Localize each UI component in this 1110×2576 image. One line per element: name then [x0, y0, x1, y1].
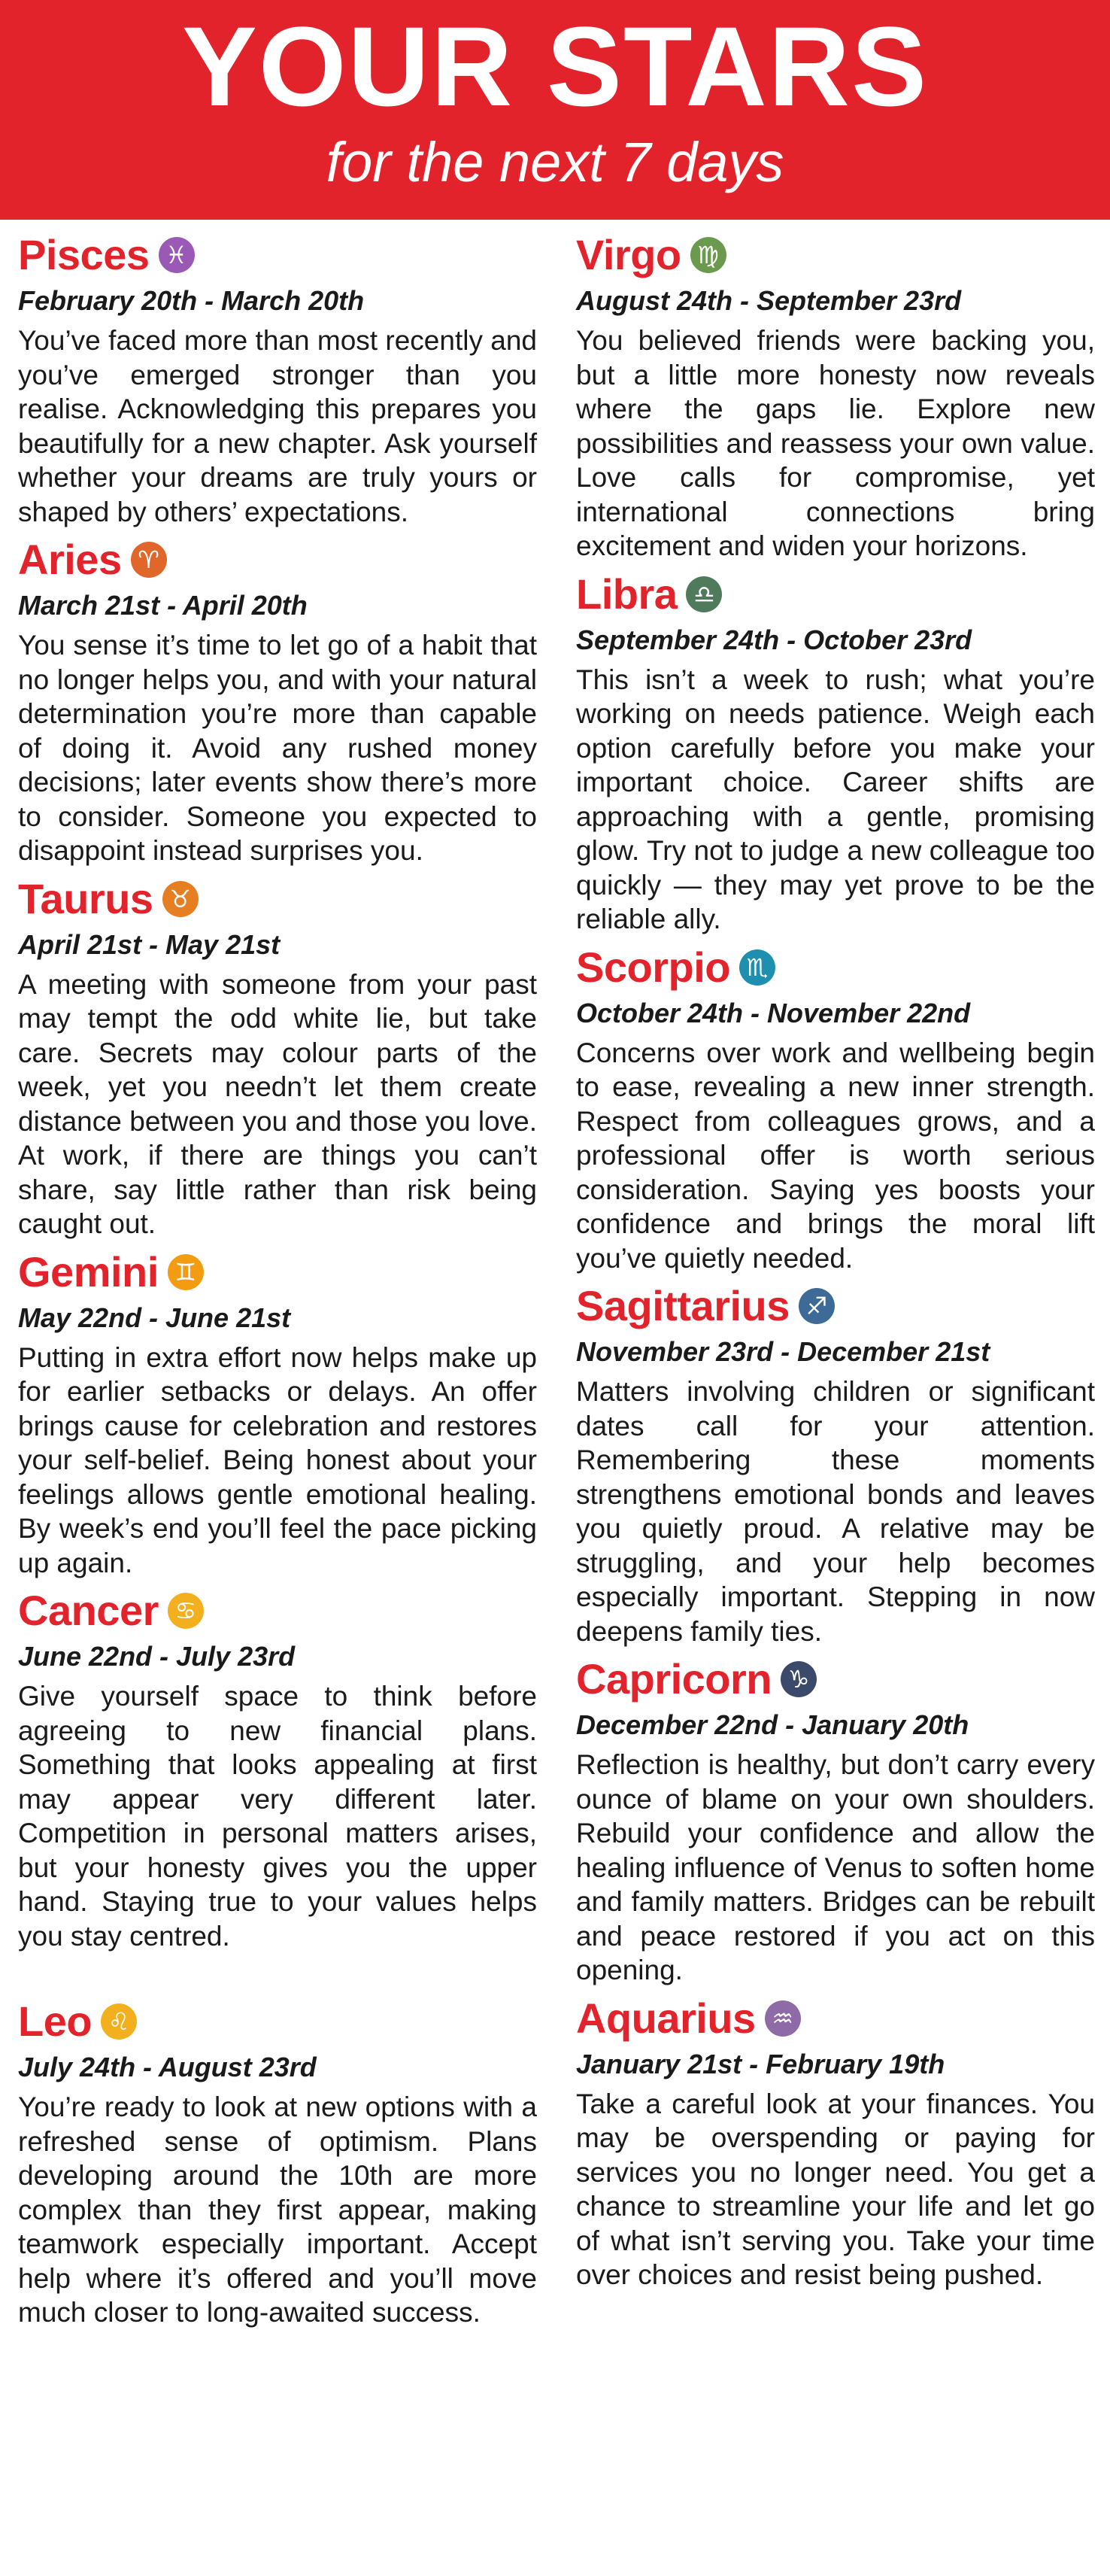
capricorn-icon: ♑	[781, 1661, 817, 1697]
sign-dates: December 22nd - January 20th	[576, 1709, 969, 1740]
sign-taurus	[18, 873, 537, 1241]
sign-capricorn	[576, 1653, 1095, 1988]
sign-aquarius	[576, 1992, 1095, 2292]
cancer-icon: ♋	[168, 1593, 204, 1629]
leo-icon: ♌	[101, 2003, 137, 2040]
libra-icon: ♎	[686, 576, 722, 612]
sign-name: Cancer	[18, 1587, 159, 1634]
sign-dates: May 22nd - June 21st	[18, 1302, 291, 1333]
sign-forecast: Reflection is healthy, but don’t carry every ounce of blame on your own shoulders. Rebuild your confidence and allow the healing influence of Venus to soften home and family matters. Bridges can be rebuilt and peace restored if you act on this opening.	[576, 1749, 1095, 1985]
sign-dates: January 21st - February 19th	[576, 2048, 945, 2079]
sign-name: Sagittarius	[576, 1282, 790, 1329]
gemini-icon: ♊	[168, 1254, 204, 1290]
horoscope-columns	[0, 220, 1110, 2330]
sign-name: Virgo	[576, 231, 681, 278]
sign-dates: November 23rd - December 21st	[576, 1336, 990, 1367]
sign-dates: April 21st - May 21st	[18, 928, 281, 960]
sign-leo	[18, 1995, 537, 2330]
sign-forecast: You sense it’s time to let go of a habit that no longer helps you, and with your natural determination you’re more than capable of doing it. Avoid any rushed money decisions; later events show there’s more to consider. Someone you expected to disappoint instead surprises you.	[18, 630, 537, 866]
sign-libra	[576, 568, 1095, 937]
sign-forecast: Concerns over work and wellbeing begin to ease, revealing a new inner strength. Respect from colleagues grows, and a professional offer is worth serious consideration. Saying yes boosts your confidence and brings the moral lift you’ve quietly needed.	[576, 1037, 1095, 1274]
sign-virgo	[576, 229, 1095, 564]
sign-forecast: This isn’t a week to rush; what you’re working on needs patience. Weigh each option carefully before you make your important choice. Career shifts are approaching with a gentle, promising glow. Try not to judge a new colleague too quickly — they may yet prove to be the reliable ally.	[576, 664, 1095, 934]
sign-name: Pisces	[18, 231, 150, 278]
sign-dates: March 21st - April 20th	[18, 590, 308, 621]
aquarius-icon: ♒	[765, 2000, 801, 2037]
sign-forecast: You’re ready to look at new options with a refreshed sense of optimism. Plans developing around the 10th are more complex than they first appear, making teamwork especially important. Accept help where it’s offered and you’ll move much closer to long-awaited success.	[18, 2091, 537, 2328]
sign-scorpio	[576, 941, 1095, 1276]
sign-forecast: You believed friends were backing you, but a little more honesty now reveals where the gaps lie. Explore new possibilities and reassess your own value. Love calls for compromise, yet international connections bring excitement and widen your horizons.	[576, 325, 1095, 561]
sign-forecast: Putting in extra effort now helps make up for earlier setbacks or delays. An offer brings cause for celebration and restores your self-belief. Being honest about your feelings allows gentle emotional healing. By week’s end you’ll feel the pace picking up again.	[18, 1341, 537, 1578]
sign-name: Leo	[18, 1997, 92, 2045]
taurus-icon: ♉	[162, 881, 199, 917]
pisces-icon: ♓	[159, 237, 195, 273]
sign-name: Capricorn	[576, 1655, 772, 1703]
sign-name: Aries	[18, 536, 122, 583]
sign-name: Libra	[576, 570, 678, 618]
sign-name: Scorpio	[576, 943, 730, 991]
scorpio-icon: ♏	[739, 949, 775, 986]
sign-dates: June 22nd - July 23rd	[18, 1641, 296, 1672]
page-title: YOUR STARS	[181, 3, 929, 129]
spacer	[18, 1953, 537, 1991]
sign-pisces	[18, 229, 537, 529]
sign-dates: July 24th - August 23rd	[18, 2052, 317, 2082]
sign-forecast: Take a careful look at your finances. You may be overspending or paying for services you no longer need. You get a chance to streamline your life and let go of what isn’t serving you. Take your time over choices and resist being pushed.	[576, 2088, 1095, 2290]
sign-gemini	[18, 1246, 537, 1581]
sign-name: Taurus	[18, 874, 153, 922]
sagittarius-icon: ♐	[799, 1288, 835, 1324]
right-column	[576, 220, 1095, 2330]
sign-forecast: You’ve faced more than most recently and you’ve emerged stronger than you realise. Acknowledging this prepares you beautifully for a new chapter. Ask yourself whether your dreams are truly yours or shaped by others’ expectations.	[18, 325, 537, 527]
left-column	[18, 220, 537, 2330]
sign-dates: September 24th - October 23rd	[576, 624, 972, 655]
sign-cancer	[18, 1584, 537, 1953]
sign-dates: October 24th - November 22nd	[576, 997, 971, 1028]
aries-icon: ♈	[131, 542, 167, 578]
sign-aries	[18, 533, 537, 868]
page-subtitle: for the next 7 days	[326, 131, 784, 193]
sign-dates: February 20th - March 20th	[18, 285, 365, 316]
virgo-icon: ♍	[690, 237, 726, 273]
header-banner	[0, 0, 1110, 220]
sign-sagittarius	[576, 1280, 1095, 1648]
sign-name: Gemini	[18, 1247, 159, 1296]
sign-dates: August 24th - September 23rd	[576, 285, 962, 316]
sign-forecast: A meeting with someone from your past may tempt the odd white lie, but take care. Secrets may colour parts of the week, yet you needn’t let them create distance between you and those you love. At work, if there are things you can’t share, say little rather than risk being caught out.	[18, 968, 537, 1239]
sign-forecast: Matters involving children or significant dates call for your attention. Remembering these moments strengthens emotional bonds and leaves you quietly proud. A relative may be struggling, and your help becomes especially important. Stepping in now deepens family ties.	[576, 1376, 1095, 1647]
sign-forecast: Give yourself space to think before agreeing to new financial plans. Something that looks appealing at first may appear very different later. Competition in personal matters arises, but your honesty gives you the upper hand. Staying true to your values helps you stay centred.	[18, 1681, 537, 1952]
sign-name: Aquarius	[576, 1994, 756, 2042]
